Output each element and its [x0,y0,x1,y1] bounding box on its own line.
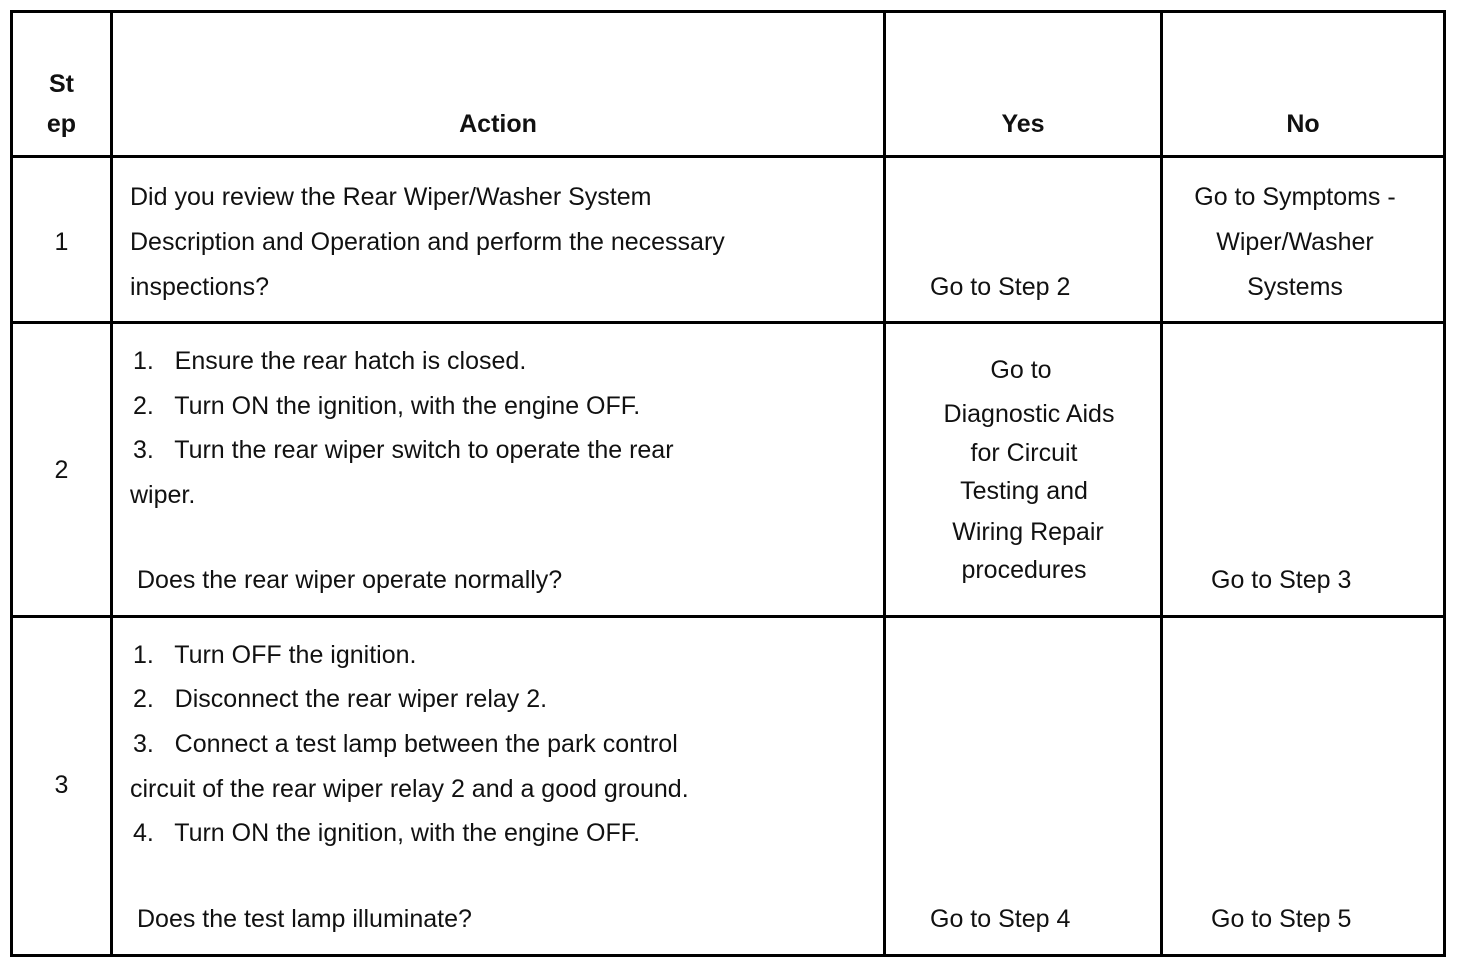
step-number: 2 [54,456,69,484]
action-line: 3. Turn the rear wiper switch to operate the rear [133,436,674,464]
header-step-line2: ep [46,110,77,138]
action-line: inspections? [130,273,269,301]
action-question: Does the rear wiper operate normally? [137,566,563,594]
header-step-line1: St [49,70,74,98]
yes-link-diagnostic-aids[interactable]: Diagnostic Aids [943,400,1115,428]
action-line: 1. Ensure the rear hatch is closed. [133,347,527,375]
yes-link-step-4[interactable]: Go to Step 4 [930,905,1071,933]
step-number: 3 [54,771,69,799]
row-divider [10,321,1446,324]
step-number: 1 [54,228,69,256]
yes-link-diagnostic-aids[interactable]: Testing and [960,477,1088,505]
diagnostic-table [10,10,1446,957]
yes-link-diagnostic-aids[interactable]: Wiring Repair [952,518,1104,546]
no-link-step-5[interactable]: Go to Step 5 [1211,905,1352,933]
action-line: Did you review the Rear Wiper/Washer System [130,183,652,211]
row-divider [10,615,1446,618]
header-action: Action [459,110,537,138]
header-no: No [1286,110,1320,138]
action-line: 2. Disconnect the rear wiper relay 2. [133,685,548,713]
no-link-step-3[interactable]: Go to Step 3 [1211,566,1352,594]
yes-link-step-2[interactable]: Go to Step 2 [930,273,1071,301]
header-yes: Yes [1001,110,1045,138]
action-line: 3. Connect a test lamp between the park control [133,730,678,758]
action-line: 2. Turn ON the ignition, with the engine OFF. [133,392,641,420]
yes-link-diagnostic-aids[interactable]: procedures [961,556,1087,584]
action-line: 4. Turn ON the ignition, with the engine OFF. [133,819,641,847]
no-link-symptoms[interactable]: Go to Symptoms - [1194,183,1396,211]
action-line: Description and Operation and perform the necessary [130,228,725,256]
yes-link-diagnostic-aids[interactable]: for Circuit [970,439,1078,467]
no-link-symptoms[interactable]: Systems [1247,273,1343,301]
column-divider [1443,10,1446,957]
action-line: wiper. [130,481,196,509]
action-question: Does the test lamp illuminate? [137,905,472,933]
action-line: 1. Turn OFF the ignition. [133,641,417,669]
action-line: circuit of the rear wiper relay 2 and a good ground. [130,775,689,803]
row-divider [10,155,1446,158]
yes-link-diagnostic-aids[interactable]: Go to [990,356,1052,384]
no-link-symptoms[interactable]: Wiper/Washer [1216,228,1374,256]
column-divider [110,10,113,957]
